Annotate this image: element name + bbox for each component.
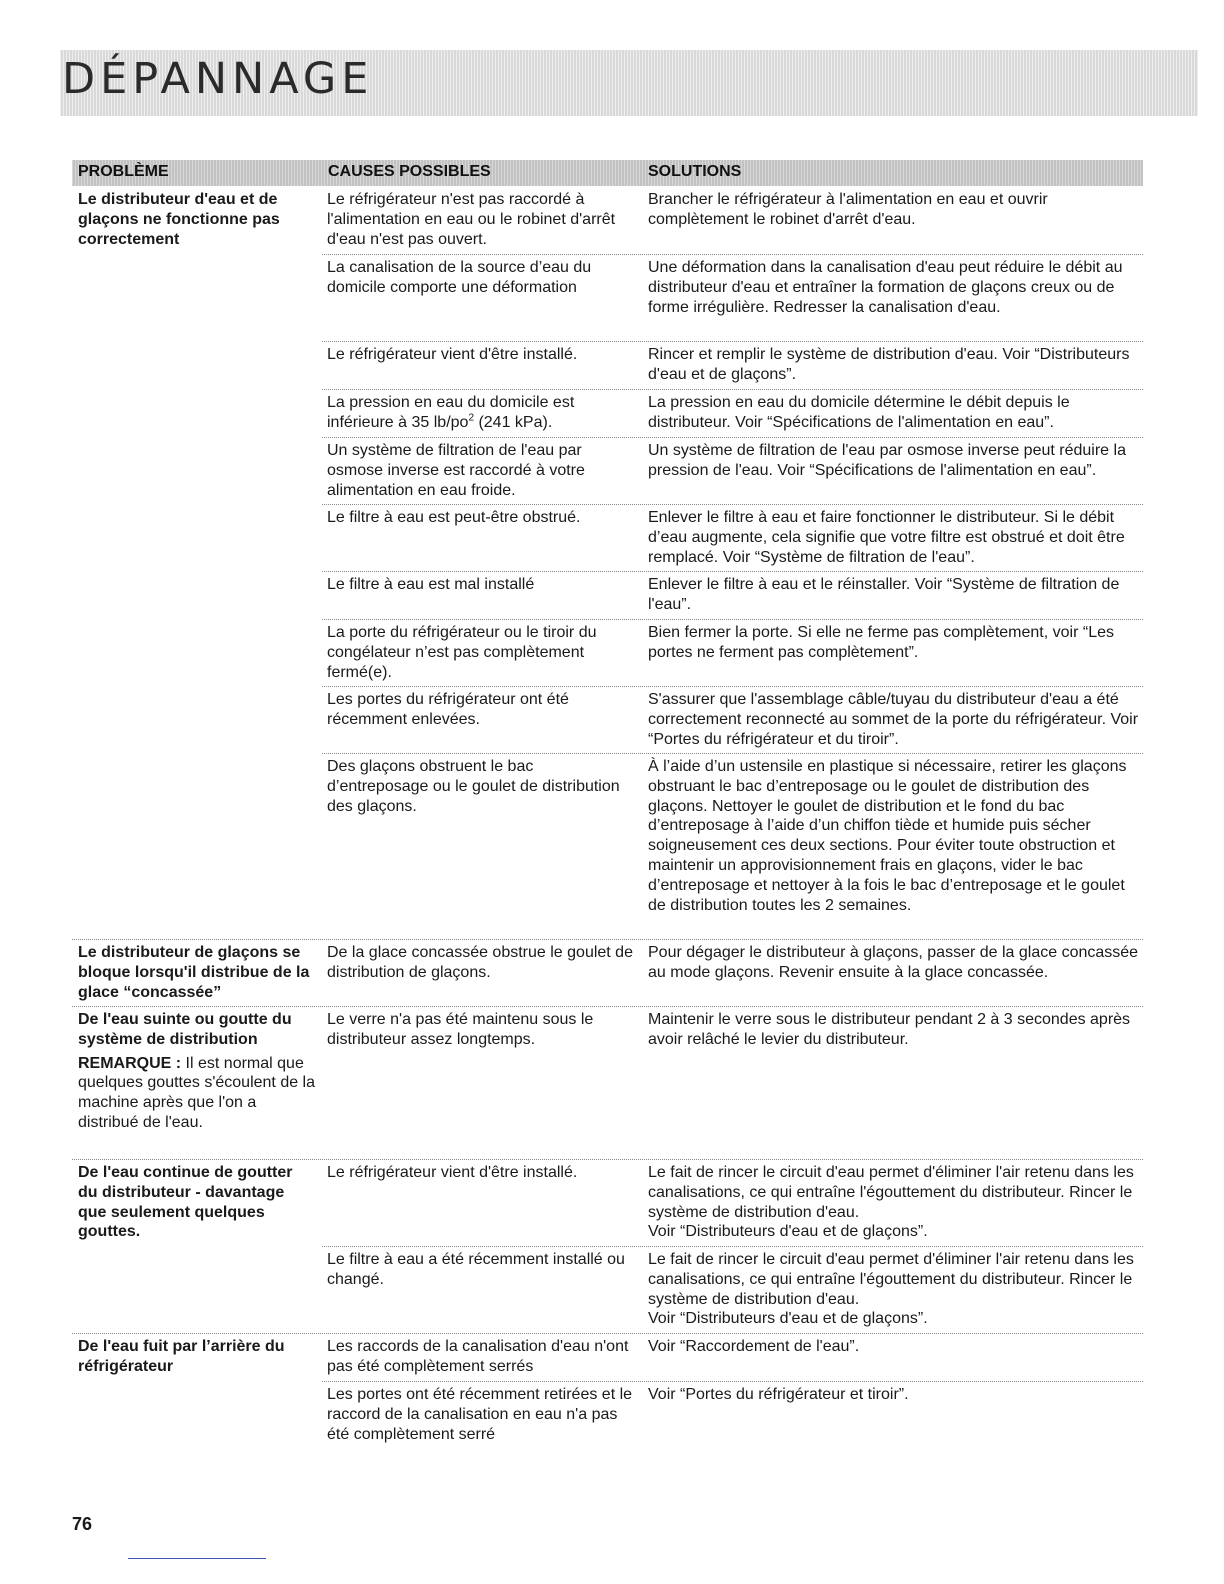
note-label: REMARQUE : <box>78 1054 182 1072</box>
cause-text: Des glaçons obstruent le bac d’entreposage ou le goulet de distribution des glaçons. <box>327 758 620 815</box>
row-separator <box>322 1381 1143 1382</box>
solution-cell <box>648 943 1144 983</box>
superscript: 2 <box>468 412 474 424</box>
row-separator <box>322 571 1143 572</box>
solution-text: Bien fermer la porte. Si elle ne ferme pas complètement, voir “Les portes ne ferment pas complètement”. <box>648 624 1114 661</box>
problem-text: De l'eau fuit par l’arrière du réfrigérateur <box>78 1338 285 1375</box>
table-header <box>72 160 1143 186</box>
solution-cell <box>648 393 1144 433</box>
cause-text-part: (241 kPa). <box>474 413 553 431</box>
solution-text: S'assurer que l'assemblage câble/tuyau du distributeur d'eau a été correctement reconnecté au sommet de la porte du réfrigérateur. Voir “Portes du réfrigérateur et du tiroir”. <box>648 691 1139 748</box>
cause-cell <box>327 690 639 730</box>
solution-text: Une déformation dans la canalisation d'eau peut réduire le débit au distributeur d'eau et entraîner la formation de glaçons creux ou de forme irrégulière. Redresser la canalisation d'eau. <box>648 259 1123 316</box>
footer-rule <box>128 1558 266 1559</box>
problem-cell <box>78 190 316 249</box>
cause-text: Les portes ont été récemment retirées et le raccord de la canalisation en eau n'a pas été complètement serré <box>327 1386 633 1443</box>
problem-separator <box>72 1006 1143 1007</box>
cause-text: Le filtre à eau est mal installé <box>327 576 535 593</box>
cause-cell <box>327 258 639 298</box>
header-problem: PROBLÈME <box>78 163 169 180</box>
cause-text: Un système de filtration de l'eau par osmose inverse est raccordé à votre alimentation en eau froide. <box>327 442 585 499</box>
row-separator <box>322 686 1143 687</box>
cause-cell <box>327 393 639 433</box>
problem-cell <box>78 1010 316 1133</box>
cause-cell <box>327 190 639 249</box>
problem-cell <box>78 1163 316 1242</box>
cause-text: Les portes du réfrigérateur ont été récemment enlevées. <box>327 691 569 728</box>
solution-cell <box>648 345 1144 385</box>
solution-text: Rincer et remplir le système de distribution d'eau. Voir “Distributeurs d'eau et de glaçons”. <box>648 346 1130 383</box>
cause-text: Le réfrigérateur vient d'être installé. <box>327 346 578 363</box>
row-separator <box>322 341 1143 342</box>
solution-text: Un système de filtration de l'eau par osmose inverse peut réduire la pression de l'eau. Voir “Spécifications de l'alimentation en eau”. <box>648 442 1126 479</box>
cause-text <box>327 393 639 433</box>
cause-cell <box>327 508 639 528</box>
solution-text: Le fait de rincer le circuit d'eau permet d'éliminer l'air retenu dans les canalisations, ce qui entraîne l'égouttement du distributeur. Rincer le système de distribution d'eau. <box>648 1251 1134 1308</box>
cause-cell <box>327 441 639 500</box>
cause-cell <box>327 1250 639 1290</box>
page-title: DÉPANNAGE <box>62 54 374 104</box>
cause-cell <box>327 1010 639 1050</box>
solution-text: Voir “Raccordement de l'eau”. <box>648 1338 860 1355</box>
problem-cell <box>78 943 316 1002</box>
solution-cell <box>648 258 1144 317</box>
solution-cell <box>648 1337 1144 1357</box>
header-causes: CAUSES POSSIBLES <box>328 163 491 180</box>
solution-cell <box>648 757 1144 915</box>
solution-text: La pression en eau du domicile détermine le débit depuis le distributeur. Voir “Spécifications de l'alimentation en eau”. <box>648 394 1070 431</box>
cause-text: Le filtre à eau a été récemment installé ou changé. <box>327 1251 625 1288</box>
solution-text: Maintenir le verre sous le distributeur pendant 2 à 3 secondes après avoir relâché le levier du distributeur. <box>648 1011 1131 1048</box>
problem-text: De l'eau continue de goutter du distributeur - davantage que seulement quelques gouttes. <box>78 1164 293 1241</box>
solution-text: Le fait de rincer le circuit d'eau permet d'éliminer l'air retenu dans les canalisations, ce qui entraîne l'égouttement du distributeur. Rincer le système de distribution d'eau. <box>648 1164 1134 1221</box>
cause-text: De la glace concassée obstrue le goulet de distribution de glaçons. <box>327 944 633 981</box>
row-separator <box>322 254 1143 255</box>
problem-separator <box>72 939 1143 940</box>
solution-text: Voir “Distributeurs d'eau et de glaçons”. <box>648 1310 928 1328</box>
solution-text: Pour dégager le distributeur à glaçons, passer de la glace concassée au mode glaçons. Revenir ensuite à la glace concassée. <box>648 944 1139 981</box>
cause-text: Les raccords de la canalisation d'eau n'ont pas été complètement serrés <box>327 1338 629 1375</box>
cause-cell <box>327 757 639 816</box>
cause-cell <box>327 575 639 595</box>
solution-cell <box>648 190 1144 230</box>
solution-text: Brancher le réfrigérateur à l'alimentation en eau et ouvrir complètement le robinet d'arrêt d'eau. <box>648 191 1048 228</box>
row-separator <box>322 753 1143 754</box>
row-separator <box>322 619 1143 620</box>
cause-text: Le réfrigérateur vient d'être installé. <box>327 1164 578 1181</box>
cause-cell <box>327 943 639 983</box>
cause-text: La canalisation de la source d’eau du domicile comporte une déformation <box>327 259 592 296</box>
problem-text: Le distributeur d'eau et de glaçons ne fonctionne pas correctement <box>78 191 280 248</box>
cause-text: La porte du réfrigérateur ou le tiroir du congélateur n’est pas complètement fermé(e). <box>327 624 597 681</box>
note-body: Il est normal que quelques gouttes s'écoulent de la machine après que l'on a distribué de l'eau. <box>78 1054 316 1131</box>
solution-cell <box>648 623 1144 663</box>
header-solutions: SOLUTIONS <box>648 163 742 180</box>
solution-text: Voir “Distributeurs d'eau et de glaçons”. <box>648 1223 928 1241</box>
row-separator <box>322 389 1143 390</box>
solution-text: Enlever le filtre à eau et le réinstaller. Voir “Système de filtration de l'eau”. <box>648 576 1120 613</box>
solution-text: Enlever le filtre à eau et faire fonctionner le distributeur. Si le débit d’eau augmente, cela signifie que votre filtre est obstrué et doit être remplacé. Voir “Système de filtration de l'eau”. <box>648 509 1125 566</box>
cause-cell <box>327 1385 639 1444</box>
cause-text: Le réfrigérateur n'est pas raccordé à l'alimentation en eau ou le robinet d'arrêt d'eau n'est pas ouvert. <box>327 191 616 248</box>
solution-text: À l’aide d’un ustensile en plastique si nécessaire, retirer les glaçons obstruant le bac d’entreposage ou le goulet de distribution des glaçons. Nettoyer le goulet de distribution et le fond du bac d’entreposage à l’aide d’un chiffon tiède et humide puis sécher soigneusement ces deux sections. Pour éviter toute obstruction et maintenir un approvisionnement frais en glaçons, vider le bac d’entreposage et nettoyer à la fois le bac d’entreposage et le goulet de distribution toutes les 2 semaines. <box>648 758 1127 914</box>
solution-cell <box>648 690 1144 749</box>
problem-cell <box>78 1337 316 1377</box>
cause-cell <box>327 1163 639 1183</box>
solution-cell <box>648 441 1144 481</box>
problem-separator <box>72 1159 1143 1160</box>
note-text <box>78 1054 316 1133</box>
solution-cell <box>648 1385 1144 1405</box>
solution-cell <box>648 1250 1144 1329</box>
page-number: 76 <box>72 1514 93 1534</box>
cause-cell <box>327 623 639 682</box>
problem-text: De l'eau suinte ou goutte du système de distribution <box>78 1011 292 1048</box>
cause-text: Le verre n'a pas été maintenu sous le distributeur assez longtemps. <box>327 1011 594 1048</box>
solution-cell <box>648 1010 1144 1050</box>
cause-text: Le filtre à eau est peut-être obstrué. <box>327 509 581 526</box>
solution-cell <box>648 508 1144 567</box>
problem-separator <box>72 1333 1143 1334</box>
problem-text: Le distributeur de glaçons se bloque lorsqu'il distribue de la glace “concassée” <box>78 944 310 1001</box>
row-separator <box>322 437 1143 438</box>
cause-cell <box>327 345 639 365</box>
row-separator <box>322 1246 1143 1247</box>
solution-cell <box>648 575 1144 615</box>
cause-cell <box>327 1337 639 1377</box>
solution-cell <box>648 1163 1144 1242</box>
row-separator <box>322 504 1143 505</box>
cause-text-part: La pression en eau du domicile est inférieure à 35 lb/po <box>327 394 575 431</box>
solution-text: Voir “Portes du réfrigérateur et tiroir”. <box>648 1386 909 1403</box>
